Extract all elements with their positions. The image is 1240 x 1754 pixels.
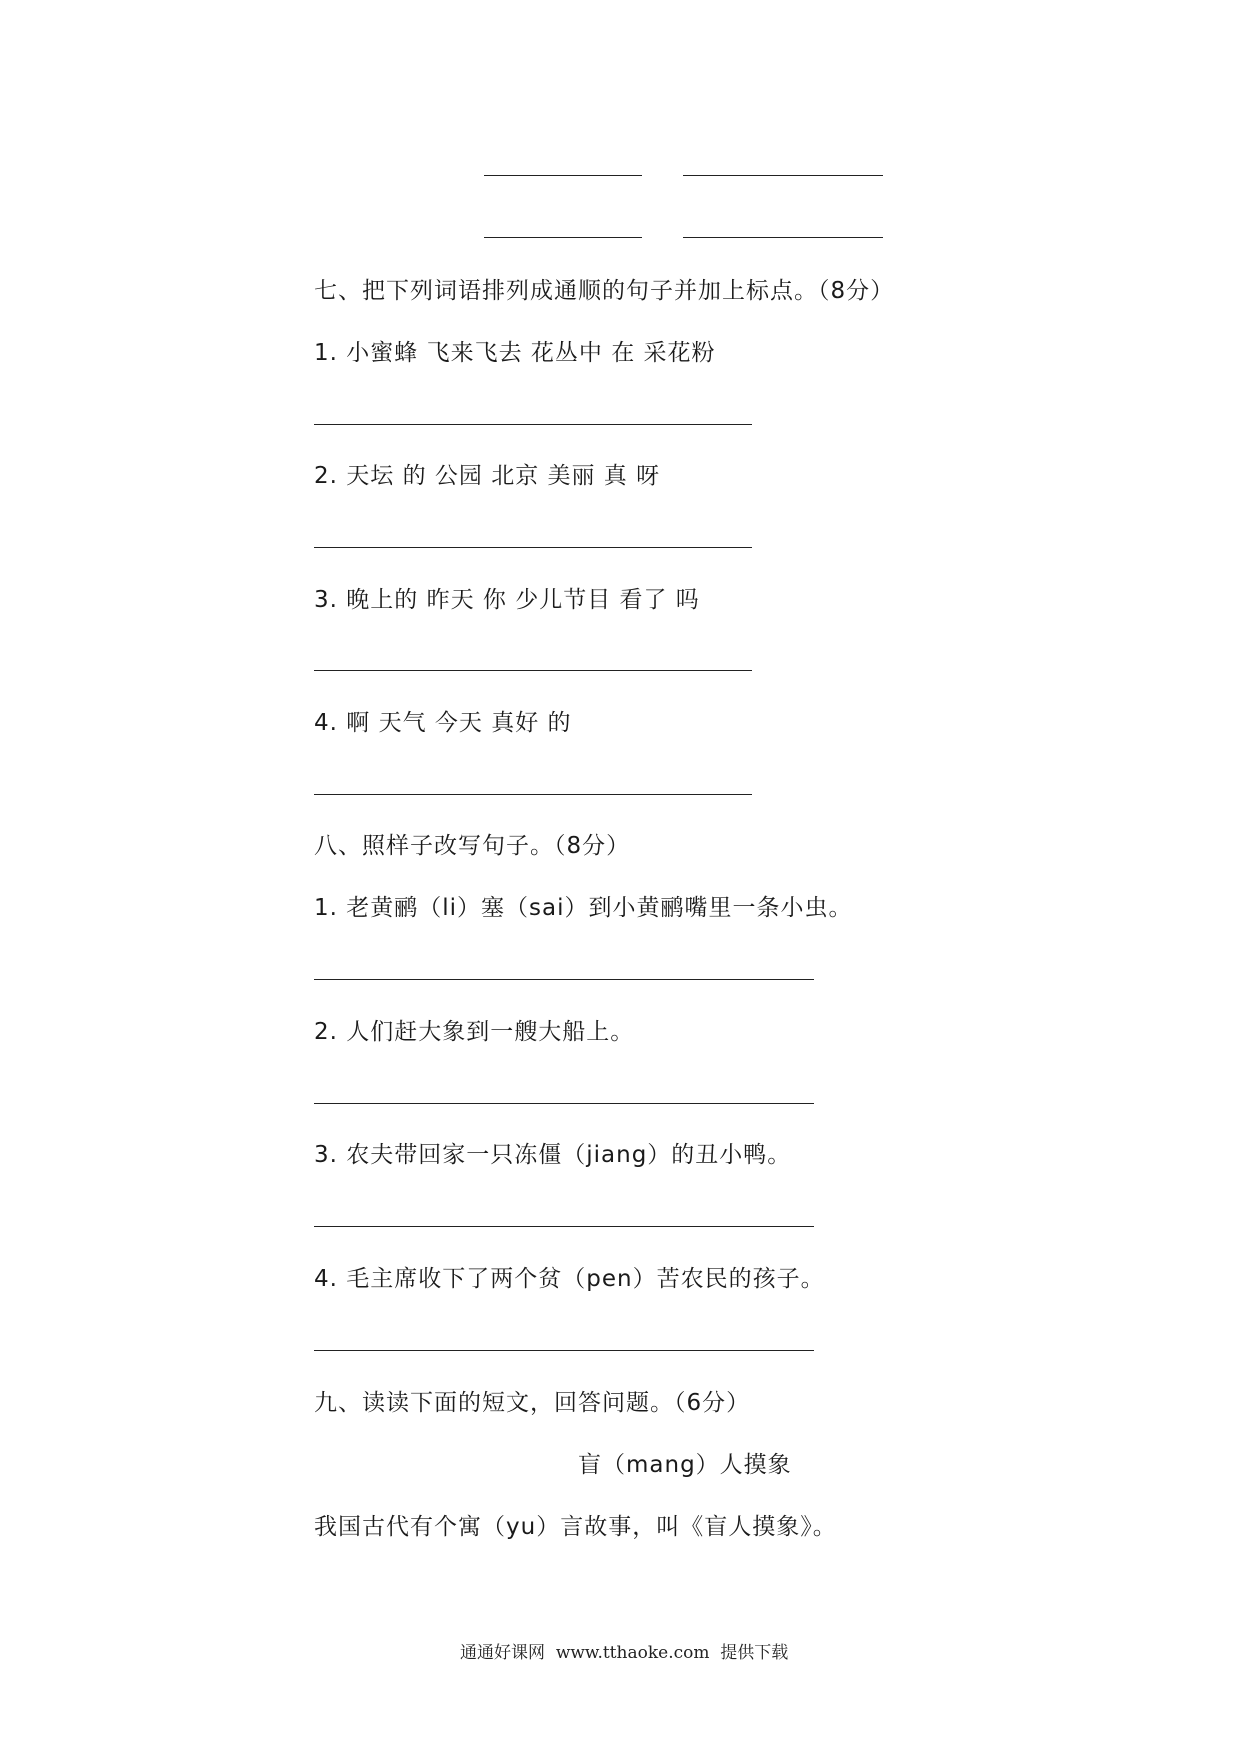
question-item: 4. 毛主席收下了两个贫（pen）苦农民的孩子。 <box>314 1266 825 1292</box>
question-item: 1. 老黄鹂（li）塞（sai）到小黄鹂嘴里一条小虫。 <box>314 895 853 921</box>
page-footer <box>460 1638 788 1663</box>
question-item: 2. 天坛 的 公园 北京 美丽 真 呀 <box>314 463 661 489</box>
footer-site-name: 通通好课网 <box>460 1643 545 1663</box>
answer-line <box>314 670 752 671</box>
answer-line <box>683 237 883 238</box>
question-item: 3. 晚上的 昨天 你 少儿节目 看了 吗 <box>314 587 700 613</box>
answer-line <box>314 794 752 795</box>
answer-line <box>314 979 814 980</box>
answer-line <box>314 1350 814 1351</box>
answer-line <box>683 175 883 176</box>
question-item: 3. 农夫带回家一只冻僵（jiang）的丑小鸭。 <box>314 1142 792 1168</box>
answer-line <box>484 175 642 176</box>
footer-suffix: 提供下载 <box>720 1643 789 1663</box>
story-title: 盲（mang）人摸象 <box>578 1452 792 1478</box>
question-item: 1. 小蜜蜂 飞来飞去 花丛中 在 采花粉 <box>314 340 716 366</box>
section-heading: 九、读读下面的短文，回答问题。（6分） <box>314 1390 751 1416</box>
answer-line <box>484 237 642 238</box>
question-item: 2. 人们赶大象到一艘大船上。 <box>314 1019 635 1045</box>
story-paragraph: 我国古代有个寓（yu）言故事，叫《盲人摸象》。 <box>314 1514 837 1540</box>
answer-line <box>314 1103 814 1104</box>
section-heading: 八、照样子改写句子。（8分） <box>314 833 631 859</box>
question-item: 4. 啊 天气 今天 真好 的 <box>314 710 572 736</box>
answer-line <box>314 1226 814 1227</box>
answer-line <box>314 424 752 425</box>
section-heading: 七、把下列词语排列成通顺的句子并加上标点。（8分） <box>314 278 895 304</box>
answer-line <box>314 547 752 548</box>
footer-url: www.tthaoke.com <box>555 1643 710 1663</box>
